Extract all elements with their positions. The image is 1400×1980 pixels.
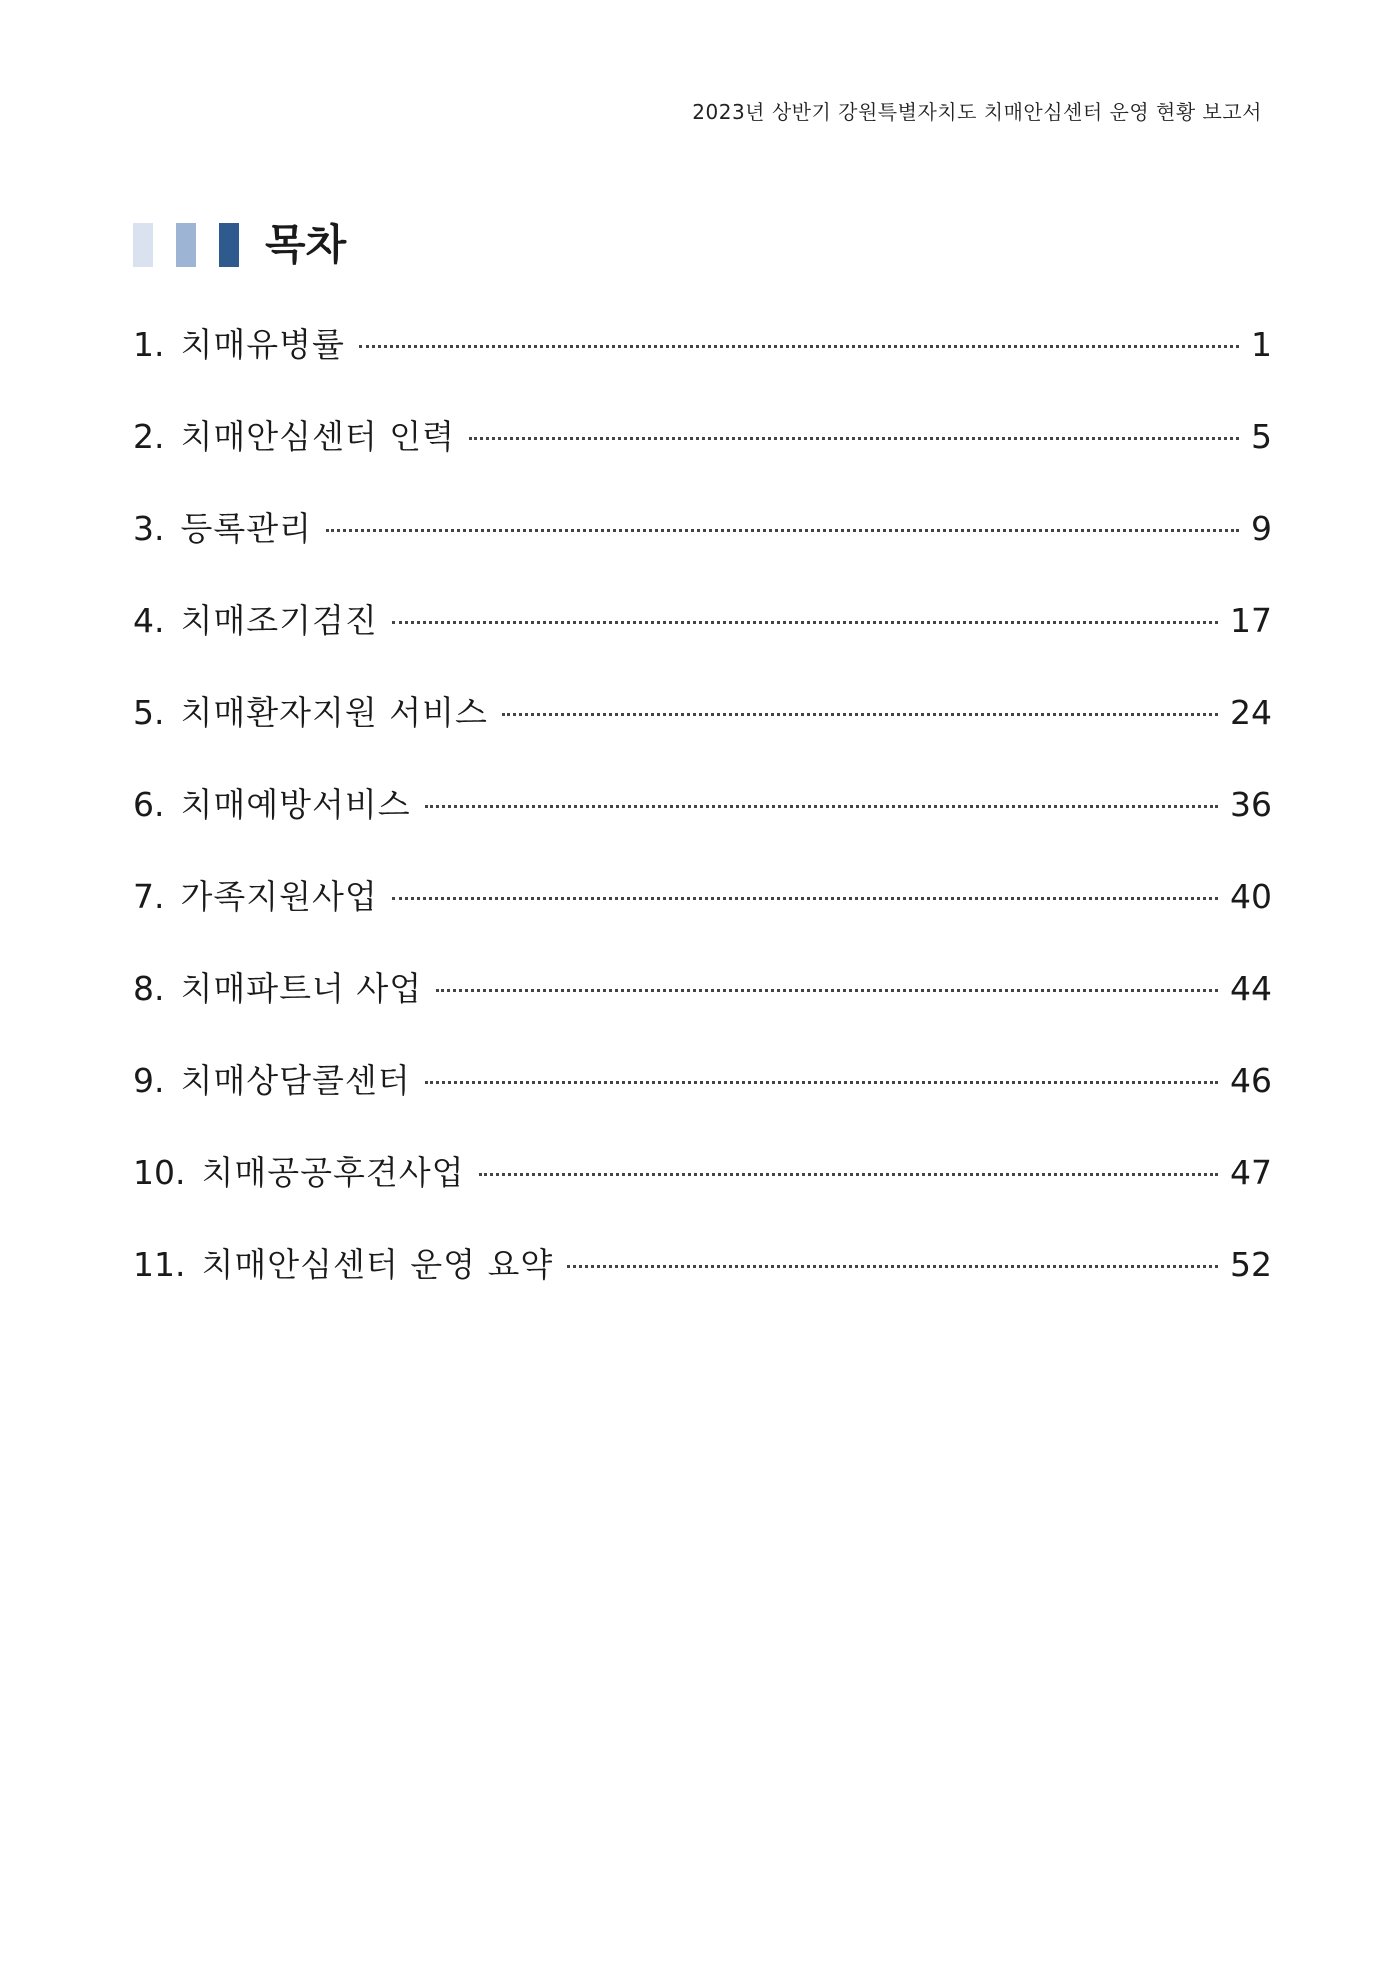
dot-leader [479, 1173, 1218, 1176]
toc-entry-page: 1 [1251, 325, 1272, 364]
dot-leader [326, 529, 1239, 532]
dot-leader [502, 713, 1218, 716]
toc-entry-label: 치매공공후견사업 [201, 1153, 465, 1192]
toc-entry-page: 5 [1251, 417, 1272, 456]
toc-entry-page: 40 [1230, 877, 1272, 916]
toc-entry-4[interactable] [133, 594, 1272, 686]
toc-entry-3[interactable] [133, 502, 1272, 594]
toc-entry-page: 46 [1230, 1061, 1272, 1100]
dot-leader [469, 437, 1239, 440]
toc-entry-number: 11. [133, 1245, 186, 1284]
toc-entry-label: 등록관리 [180, 509, 313, 548]
toc-entry-label: 치매안심센터 인력 [180, 417, 456, 456]
dot-leader [359, 345, 1239, 348]
toc-entry-page: 36 [1230, 785, 1272, 824]
toc-entry-page: 47 [1230, 1153, 1272, 1192]
toc-entry-page: 9 [1251, 509, 1272, 548]
dot-leader [436, 989, 1218, 992]
heading-decor-bar-light [133, 223, 153, 267]
dot-leader [425, 805, 1218, 808]
toc-entry-9[interactable] [133, 1054, 1272, 1146]
toc-entry-page: 17 [1230, 601, 1272, 640]
toc-entry-label: 치매유병률 [180, 325, 345, 364]
toc-entry-6[interactable] [133, 778, 1272, 870]
heading-decor-bar-dark [219, 223, 239, 267]
toc-entry-number: 5. [133, 693, 165, 732]
toc-entry-10[interactable] [133, 1146, 1272, 1238]
toc-entry-7[interactable] [133, 870, 1272, 962]
toc-heading [133, 220, 346, 270]
toc-entry-label: 치매환자지원 서비스 [180, 693, 488, 732]
toc-entry-number: 2. [133, 417, 165, 456]
dot-leader [392, 621, 1218, 624]
toc-entry-1[interactable] [133, 318, 1272, 410]
toc-entry-number: 8. [133, 969, 165, 1008]
toc-entry-label: 치매파트너 사업 [180, 969, 423, 1008]
toc-entry-number: 6. [133, 785, 165, 824]
toc-entry-page: 52 [1230, 1245, 1272, 1284]
running-header: 2023년 상반기 강원특별자치도 치매안심센터 운영 현황 보고서 [692, 100, 1262, 124]
toc-list [133, 318, 1272, 1330]
dot-leader [425, 1081, 1218, 1084]
dot-leader [392, 897, 1218, 900]
toc-entry-number: 3. [133, 509, 165, 548]
toc-entry-11[interactable] [133, 1238, 1272, 1330]
toc-entry-label: 치매상담콜센터 [180, 1061, 411, 1100]
toc-entry-label: 치매안심센터 운영 요약 [201, 1245, 554, 1284]
heading-decor-bar-medium [176, 223, 196, 267]
toc-entry-5[interactable] [133, 686, 1272, 778]
toc-entry-number: 10. [133, 1153, 186, 1192]
toc-entry-page: 44 [1230, 969, 1272, 1008]
toc-title: 목차 [265, 220, 347, 269]
toc-entry-page: 24 [1230, 693, 1272, 732]
toc-entry-label: 가족지원사업 [180, 877, 378, 916]
toc-entry-number: 4. [133, 601, 165, 640]
dot-leader [567, 1265, 1218, 1268]
toc-entry-2[interactable] [133, 410, 1272, 502]
toc-entry-8[interactable] [133, 962, 1272, 1054]
toc-entry-label: 치매조기검진 [180, 601, 378, 640]
toc-entry-number: 7. [133, 877, 165, 916]
toc-entry-number: 9. [133, 1061, 165, 1100]
toc-entry-label: 치매예방서비스 [180, 785, 411, 824]
toc-entry-number: 1. [133, 325, 165, 364]
